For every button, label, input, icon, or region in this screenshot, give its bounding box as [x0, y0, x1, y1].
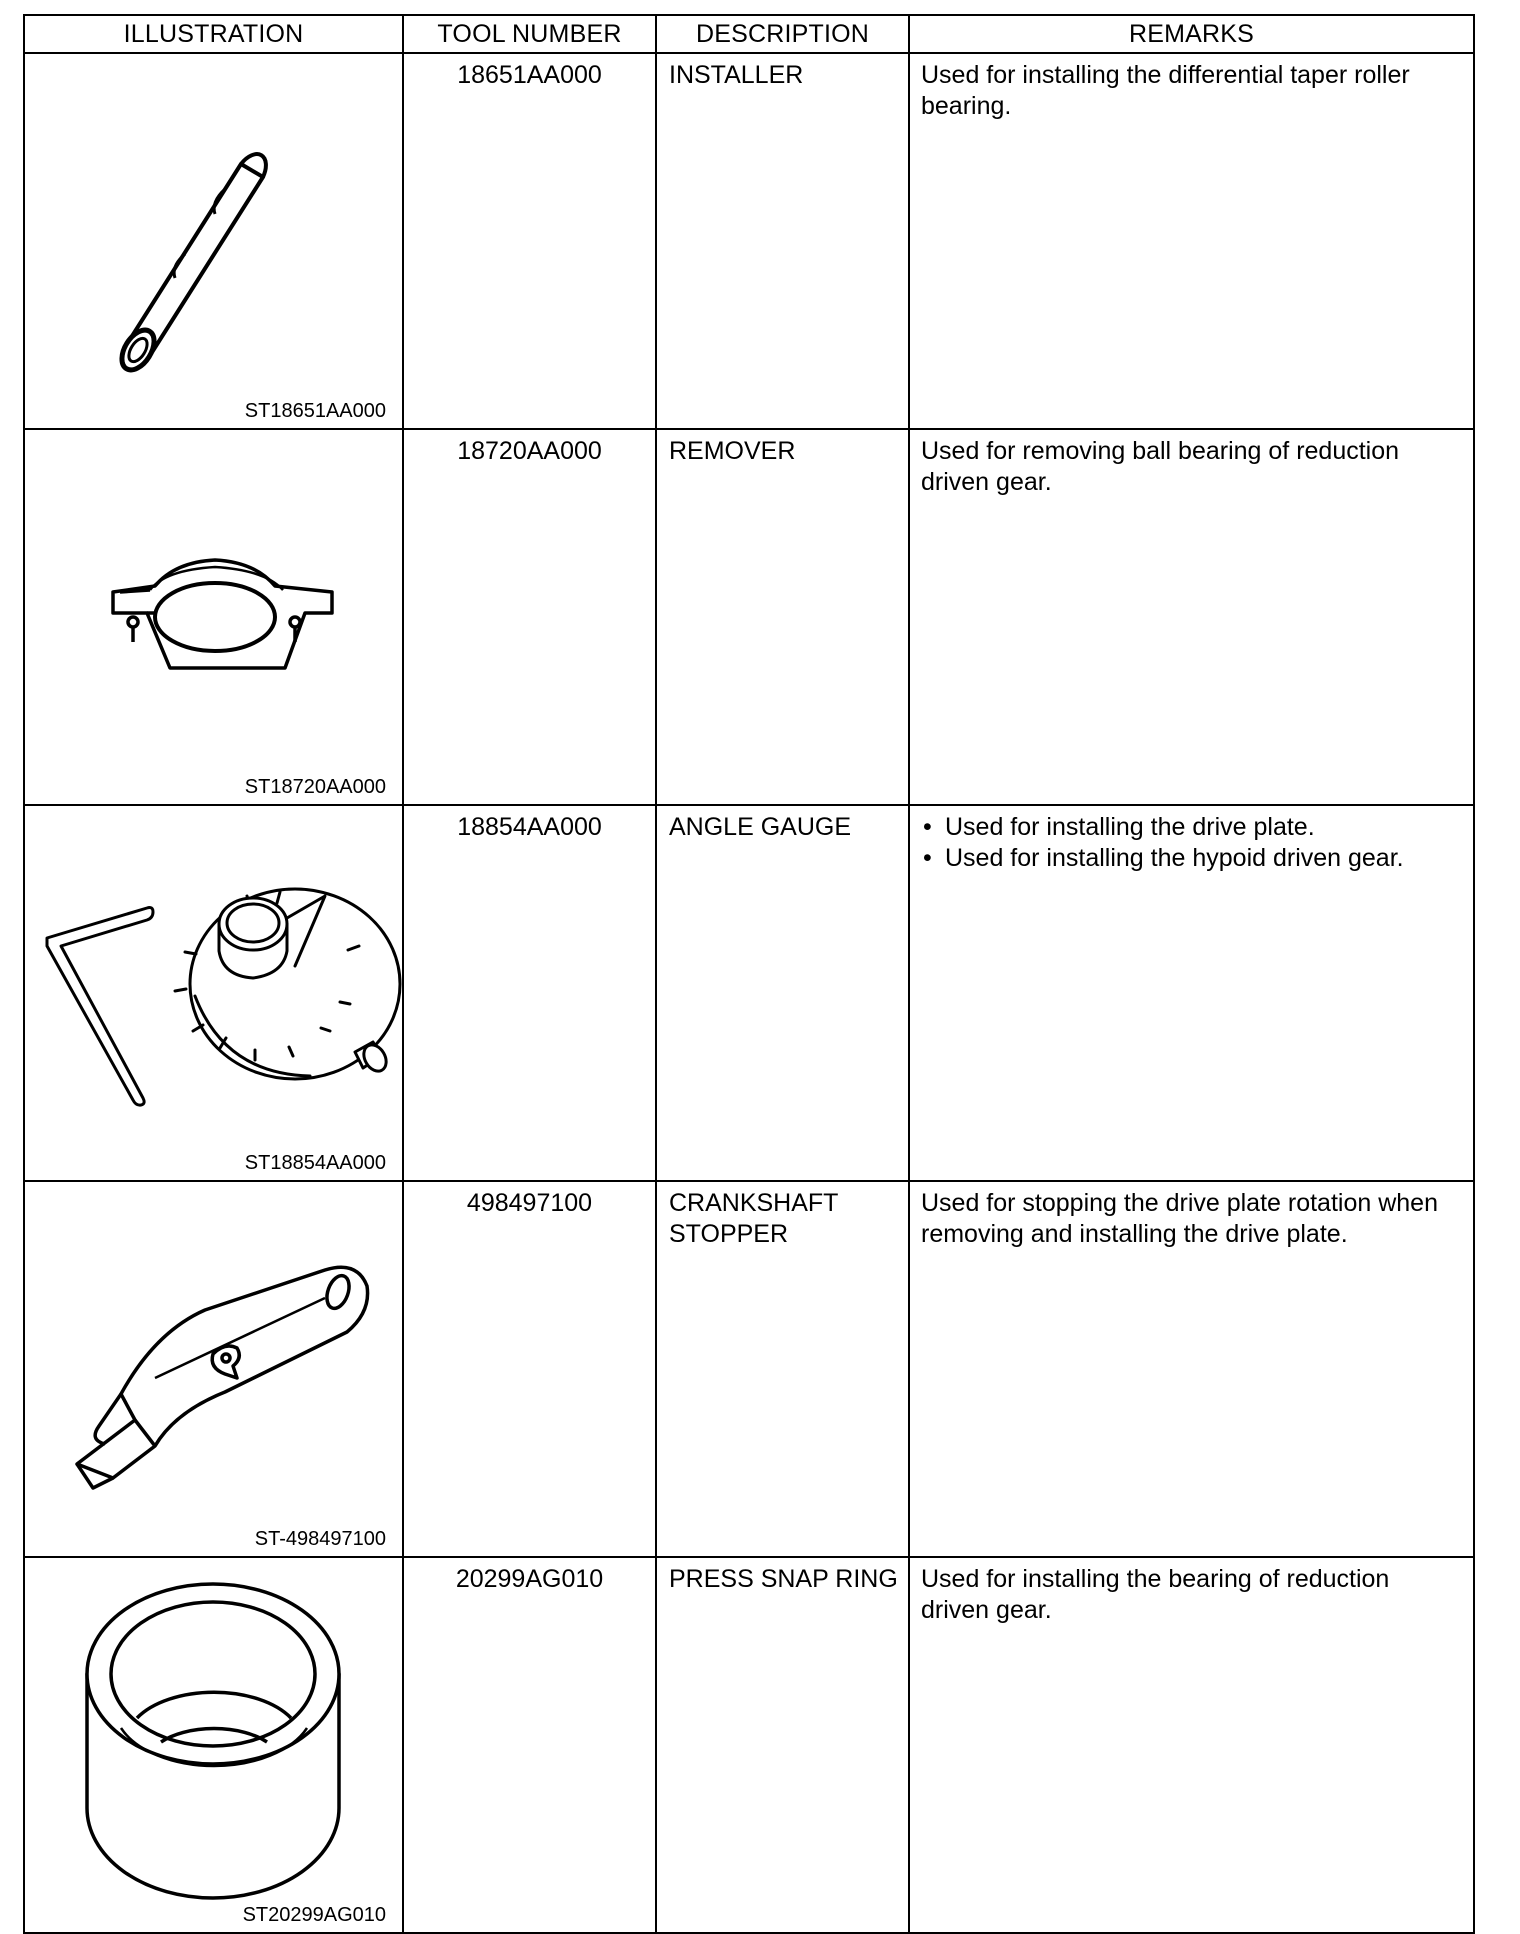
remarks [909, 429, 1474, 805]
header-tool-number: TOOL NUMBER [403, 15, 656, 53]
description: INSTALLER [656, 53, 909, 429]
remarks [909, 805, 1474, 1181]
illustration-code: ST18854AA000 [244, 1152, 386, 1174]
remarks-text: Used for removing ball bearing of reduction driven gear. [921, 437, 1400, 496]
illustration-code: ST20299AG010 [242, 1904, 386, 1926]
remarks [909, 1557, 1474, 1933]
table-row [24, 1181, 1474, 1557]
header-illustration: ILLUSTRATION [24, 15, 403, 53]
illustration-cell [24, 1181, 403, 1557]
remarks-text: Used for installing the differential taper roller bearing. [921, 61, 1410, 120]
illustration-cell [24, 1557, 403, 1933]
installer-tube-icon [25, 54, 404, 422]
list-item: • Used for installing the hypoid driven gear. [921, 843, 1463, 874]
remover-clamp-icon [25, 430, 404, 798]
remarks-text: Used for stopping the drive plate rotation when removing and installing the drive plate. [921, 1189, 1438, 1248]
table-row [24, 429, 1474, 805]
header-description: DESCRIPTION [656, 15, 909, 53]
tool-number: 18651AA000 [403, 53, 656, 429]
special-tools-table [23, 14, 1475, 1934]
table-header-row [24, 15, 1474, 53]
angle-gauge-icon [25, 806, 404, 1174]
table-row [24, 53, 1474, 429]
remarks [909, 53, 1474, 429]
list-item: • Used for installing the drive plate. [921, 812, 1463, 843]
header-remarks: REMARKS [909, 15, 1474, 53]
illustration-code: ST-498497100 [254, 1528, 386, 1550]
remarks [909, 1181, 1474, 1557]
illustration-cell [24, 429, 403, 805]
press-snap-ring-icon [25, 1558, 404, 1926]
tool-number: 18854AA000 [403, 805, 656, 1181]
tool-number: 18720AA000 [403, 429, 656, 805]
tool-number: 20299AG010 [403, 1557, 656, 1933]
illustration-code: ST18651AA000 [244, 400, 386, 422]
description: CRANKSHAFT STOPPER [656, 1181, 909, 1557]
tool-number: 498497100 [403, 1181, 656, 1557]
table-row [24, 805, 1474, 1181]
description: REMOVER [656, 429, 909, 805]
remarks-list [921, 812, 1463, 874]
remarks-text: Used for installing the bearing of reduction driven gear. [921, 1565, 1390, 1624]
crankshaft-stopper-icon [25, 1182, 404, 1550]
illustration-cell [24, 53, 403, 429]
table-row [24, 1557, 1474, 1933]
illustration-code: ST18720AA000 [244, 776, 386, 798]
description: ANGLE GAUGE [656, 805, 909, 1181]
description: PRESS SNAP RING [656, 1557, 909, 1933]
illustration-cell [24, 805, 403, 1181]
